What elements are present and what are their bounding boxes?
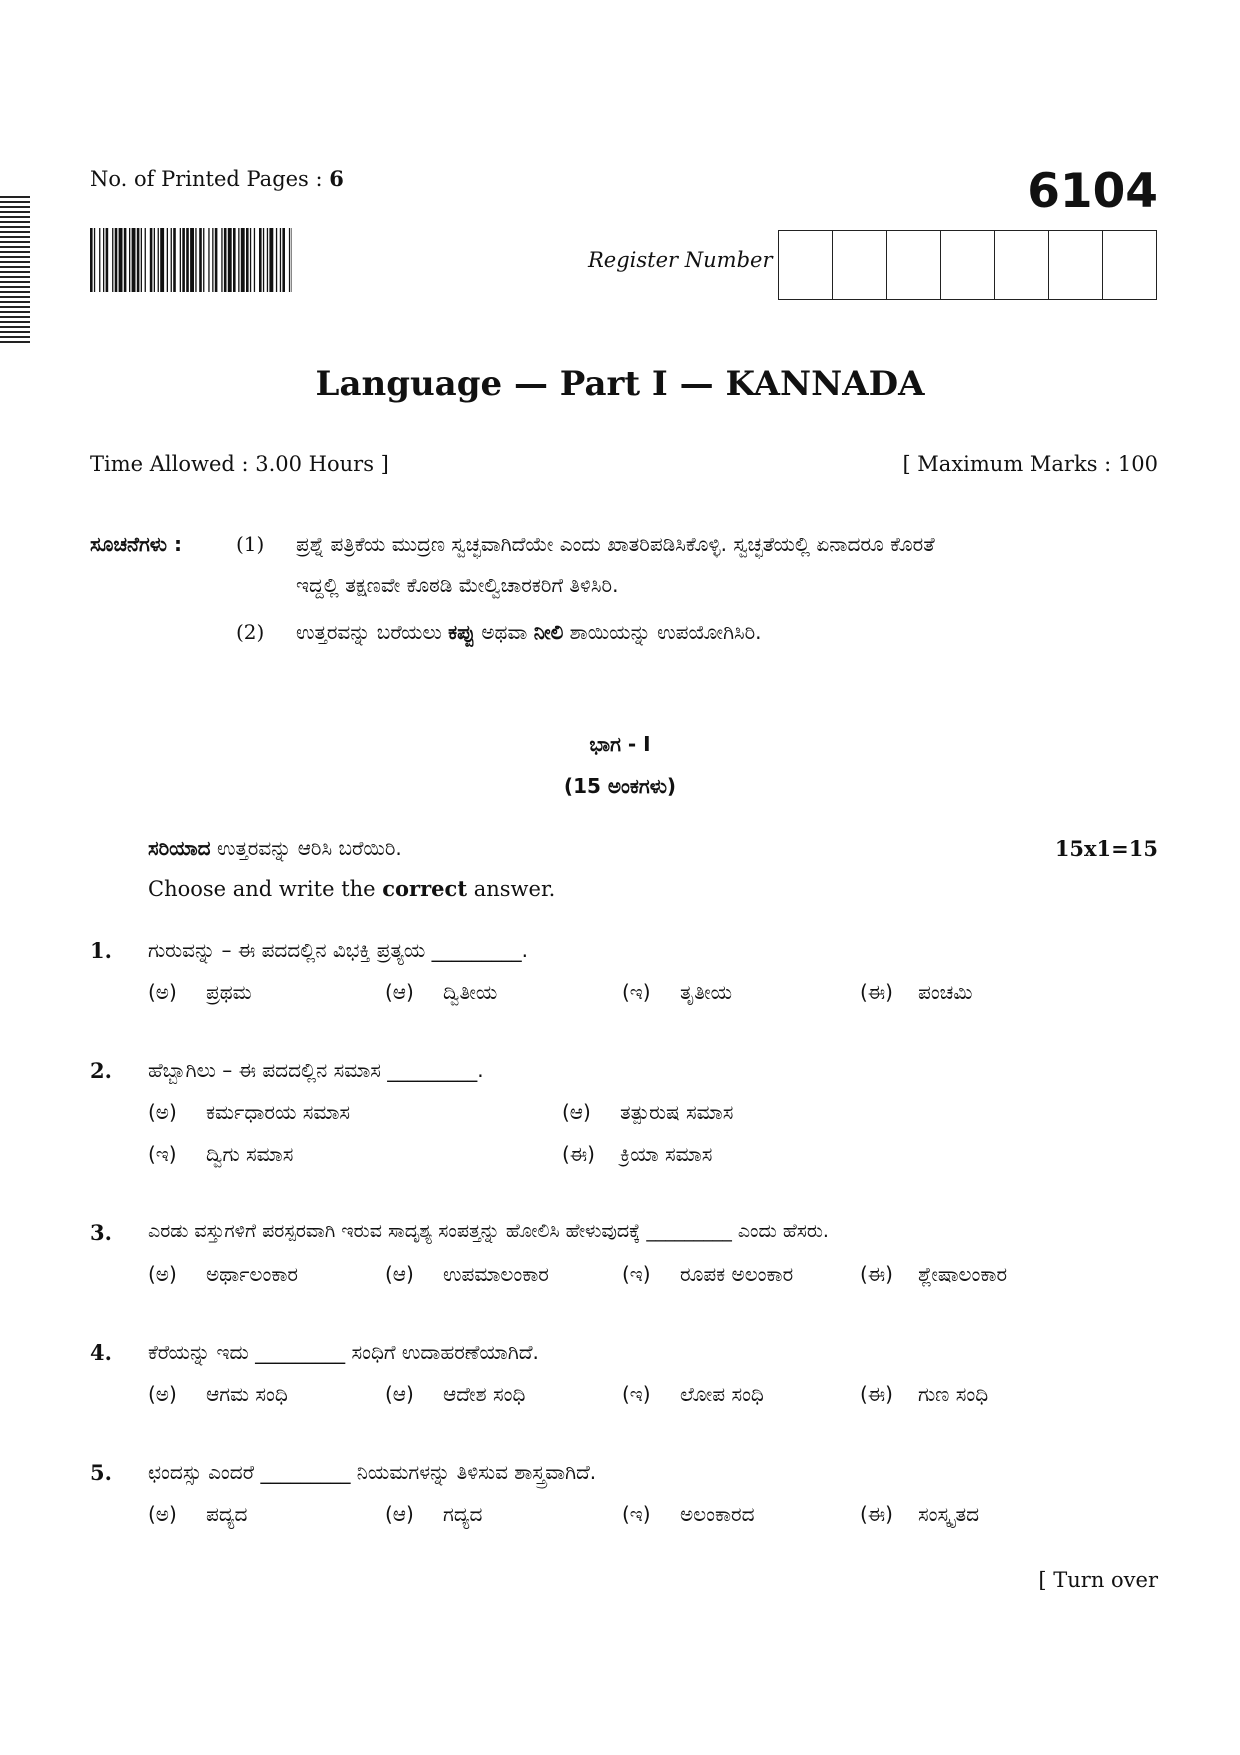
option-text: ಅರ್ಥಾಲಂಕಾರ [206,1262,298,1286]
edge-marks [0,196,30,346]
option-text: ಕ್ರಿಯಾ ಸಮಾಸ [620,1142,713,1166]
time-allowed: Time Allowed : 3.00 Hours ] [90,452,389,476]
instruction-text: ಅಥವಾ [474,620,534,644]
option-label: (ಅ) [148,1262,177,1286]
barcode-bar [259,228,262,292]
option-text: ಪಂಚಮಿ [918,980,973,1004]
question-number: 3. [90,1220,112,1245]
barcode-bar [182,228,185,292]
barcode-bar [203,228,204,292]
option-text: ರೂಪಕ ಅಲಂಕಾರ [680,1262,794,1286]
paper-code: 6104 [1027,164,1158,219]
barcode-bar [132,228,136,292]
barcode-bar [150,228,153,292]
intro-bold: ಸರಿಯಾದ [148,836,211,860]
barcode-bar [103,228,104,292]
barcode-bar [99,228,100,292]
option-label: (ಇ) [622,1382,651,1406]
barcode [90,228,292,292]
barcode-bar [221,228,222,292]
option-label: (ಈ) [860,1382,893,1406]
option-label: (ಅ) [148,1502,177,1526]
option-text: ದ್ವಿಗು ಸಮಾಸ [206,1142,294,1166]
barcode-bar [137,228,140,292]
barcode-bar [106,228,109,292]
barcode-bar [263,228,264,292]
barcode-bar [180,228,181,292]
barcode-bar [208,228,209,292]
barcode-bar [160,228,164,292]
question-number: 1. [90,938,112,963]
instructions-heading: ಸೂಚನೆಗಳು : [90,532,182,556]
barcode-bar [215,228,218,292]
option-text: ಸಂಸ್ಕೃತದ [918,1502,979,1526]
intro-en-post: answer. [467,877,556,901]
barcode-bar [94,228,95,292]
barcode-bar [195,228,196,292]
question-text: ಗುರುವನ್ನು – ಈ ಪದದಲ್ಲಿನ ವಿಭಕ್ತಿ ಪ್ರತ್ಯಯ _________. [148,938,529,962]
printed-pages [90,166,344,191]
instruction-number: (1) [236,532,265,556]
barcode-bar [292,228,293,292]
intro-rest: ಉತ್ತರವನ್ನು ಆರಿಸಿ ಬರೆಯಿರಿ. [210,836,402,860]
question-number: 4. [90,1340,112,1365]
barcode-bar [212,228,213,292]
barcode-bar [246,228,249,292]
register-box[interactable] [1103,231,1156,299]
option-text: ಕರ್ಮಧಾರಯ ಸಮಾಸ [206,1100,351,1124]
question-text: ಎರಡು ವಸ್ತುಗಳಿಗೆ ಪರಸ್ಪರವಾಗಿ ಇರುವ ಸಾದೃಶ್ಯ ಸಂಪತ್ತನ್ನು ಹೋಲಿಸಿ ಹೇಳುವುದಕ್ಕೆ _________ ಎಂದು ಹೆಸರು. [148,1220,829,1242]
register-number-label: Register Number [588,248,773,272]
turn-over: [ Turn over [1038,1568,1158,1592]
barcode-bar [119,228,123,292]
option-label: (ಇ) [622,1502,651,1526]
question-intro-english [148,876,555,901]
barcode-bar [224,228,227,292]
barcode-bar [269,228,273,292]
option-label: (ಆ) [385,1502,414,1526]
barcode-bar [129,228,130,292]
barcode-bar [228,228,232,292]
barcode-bar [199,228,202,292]
ink-black-text: ಕಪ್ಪು [448,620,475,644]
section-score: 15x1=15 [1054,836,1158,861]
option-text: ಅಲಂಕಾರದ [680,1502,755,1526]
barcode-bar [241,228,245,292]
barcode-bar [280,228,281,292]
option-text: ದ್ವಿತೀಯ [443,980,498,1004]
barcode-bar [233,228,236,292]
option-text: ತತ್ಪುರುಷ ಸಮಾಸ [620,1100,734,1124]
section-marks: (15 ಅಂಕಗಳು) [563,774,677,798]
maximum-marks: [ Maximum Marks : 100 [902,452,1158,476]
option-label: (ಅ) [148,980,177,1004]
barcode-bar [186,228,189,292]
barcode-bar [115,228,118,292]
question-text: ಹೆಬ್ಬಾಗಿಲು – ಈ ಪದದಲ್ಲಿನ ಸಮಾಸ _________. [148,1058,484,1082]
barcode-bar [282,228,285,292]
intro-en-bold: correct [382,876,468,901]
option-label: (ಇ) [148,1142,177,1166]
register-box[interactable] [995,231,1049,299]
register-box[interactable] [887,231,941,299]
printed-pages-value: 6 [329,166,344,191]
question-text: ಛಂದಸ್ಸು ಎಂದರೆ _________ ನಿಯಮಗಳನ್ನು ತಿಳಿಸುವ ಶಾಸ್ತ್ರವಾಗಿದೆ. [148,1460,597,1484]
barcode-bar [158,228,159,292]
ink-blue-text: ನೀಲಿ [533,620,564,644]
printed-pages-label: No. of Printed Pages : [90,167,330,191]
section-title: ಭಾಗ - I [589,732,651,756]
barcode-bar [112,228,113,292]
option-text: ಗದ್ಯದ [443,1502,483,1526]
option-text: ಗುಣ ಸಂಧಿ [918,1382,989,1406]
barcode-bar [171,228,172,292]
barcode-bar [190,228,194,292]
barcode-bar [154,228,155,292]
instruction-line: ಪ್ರಶ್ನೆ ಪತ್ರಿಕೆಯ ಮುದ್ರಣ ಸ್ವಚ್ಛವಾಗಿದೆಯೇ ಎಂದು ಖಾತರಿಪಡಿಸಿಕೊಳ್ಳಿ. ಸ್ವಚ್ಛತೆಯಲ್ಲಿ ಏನಾದರೂ ಕೊರತೆ [296,532,935,556]
barcode-bar [167,228,168,292]
paper-title: Language — Part I — KANNADA [315,364,925,404]
instruction-text: ಉತ್ತರವನ್ನು ಬರೆಯಲು [296,620,449,644]
option-label: (ಆ) [385,1382,414,1406]
option-text: ತೃತೀಯ [680,980,732,1004]
option-text: ಪದ್ಯದ [206,1502,248,1526]
question-number: 5. [90,1460,112,1485]
option-label: (ಆ) [562,1100,591,1124]
instruction-line: ಇದ್ದಲ್ಲಿ ತಕ್ಷಣವೇ ಕೊಠಡಿ ಮೇಲ್ವಿಚಾರಕರಿಗೆ ತಿಳಿಸಿರಿ. [296,573,619,597]
option-text: ಆಗಮ ಸಂಧಿ [206,1382,288,1406]
barcode-bar [267,228,268,292]
option-text: ಉಪಮಾಲಂಕಾರ [443,1262,549,1286]
barcode-bar [141,228,142,292]
option-label: (ಈ) [562,1142,595,1166]
intro-en-pre: Choose and write the [148,877,383,901]
instruction-item-1 [296,524,1162,606]
instruction-text: ಶಾಯಿಯನ್ನು ಉಪಯೋಗಿಸಿರಿ. [563,620,762,644]
register-box[interactable] [779,231,833,299]
option-label: (ಇ) [622,1262,651,1286]
option-label: (ಆ) [385,980,414,1004]
barcode-bar [90,228,93,292]
option-label: (ಅ) [148,1100,177,1124]
register-box[interactable] [833,231,887,299]
option-label: (ಈ) [860,980,893,1004]
barcode-bar [276,228,277,292]
register-box[interactable] [941,231,995,299]
instruction-number: (2) [236,620,265,644]
question-text: ಕೆರೆಯನ್ನು ಇದು _________ ಸಂಧಿಗೆ ಉದಾಹರಣೆಯಾಗಿದೆ. [148,1340,539,1364]
barcode-bar [289,228,290,292]
barcode-bar [250,228,251,292]
register-box[interactable] [1049,231,1103,299]
option-label: (ಈ) [860,1502,893,1526]
option-label: (ಅ) [148,1382,177,1406]
question-intro-kannada [148,836,402,860]
option-text: ಲೋಪ ಸಂಧಿ [680,1382,764,1406]
option-label: (ಈ) [860,1262,893,1286]
instruction-item-2 [296,620,762,644]
question-number: 2. [90,1058,112,1083]
barcode-bar [238,228,239,292]
option-text: ಆದೇಶ ಸಂಧಿ [443,1382,526,1406]
option-text: ಪ್ರಥಮ [206,980,252,1004]
register-number-boxes[interactable] [778,230,1157,300]
barcode-bar [124,228,127,292]
option-label: (ಆ) [385,1262,414,1286]
barcode-bar [145,228,146,292]
barcode-bar [173,228,176,292]
barcode-bar [254,228,255,292]
option-text: ಶ್ಲೇಷಾಲಂಕಾರ [918,1262,1008,1286]
option-label: (ಇ) [622,980,651,1004]
